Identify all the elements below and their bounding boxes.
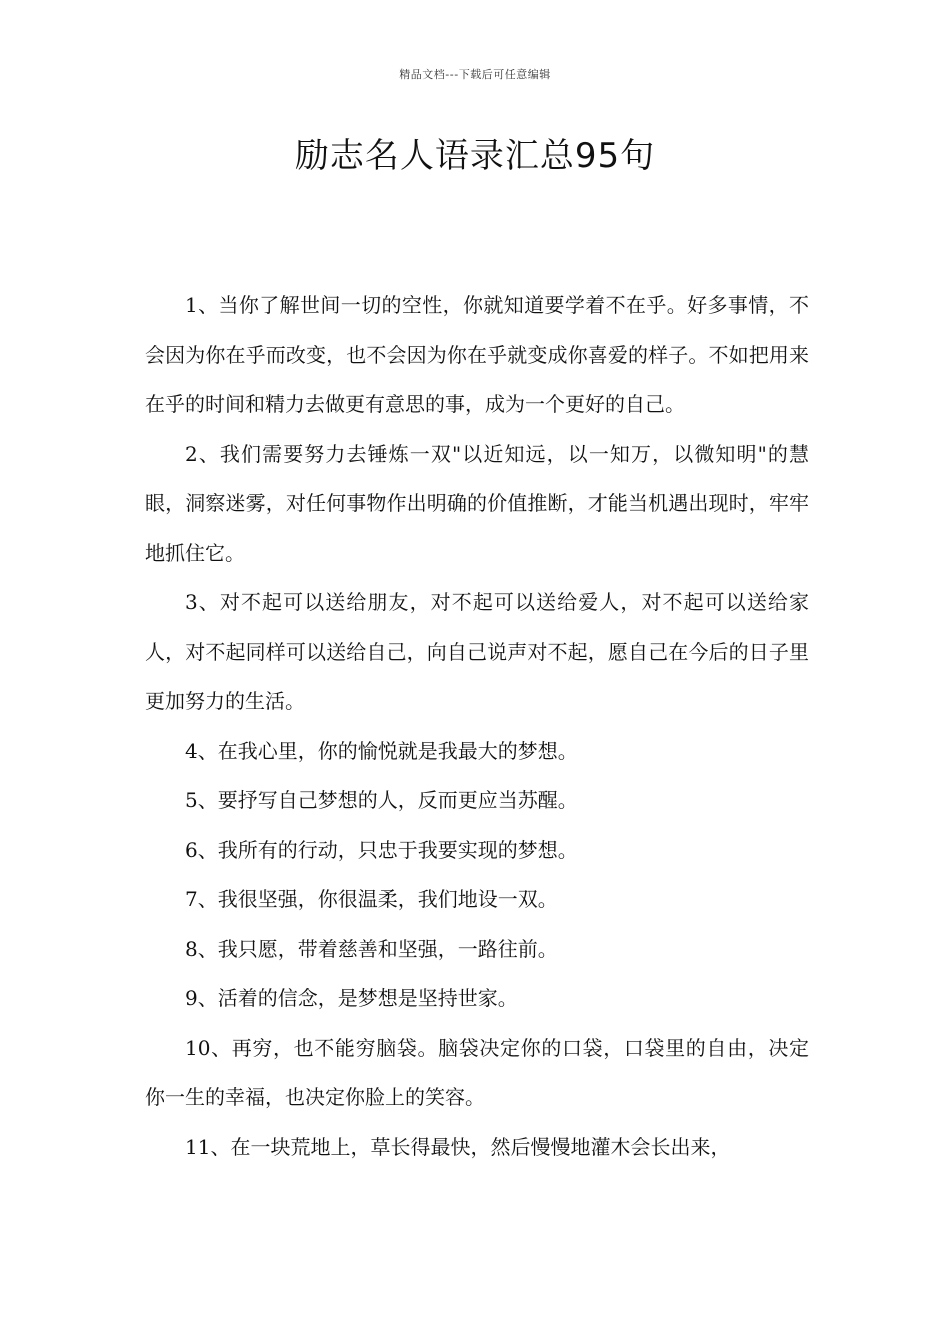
page-title: 励志名人语录汇总95句 [294,136,656,176]
paragraph-1: 1、当你了解世间一切的空性，你就知道要学着不在乎。好多事情，不会因为你在乎而改变，也不会因为你在乎就变成你喜爱的样子。不如把用来在乎的时间和精力去做更有意思的事，成为一个更好的自己。 [145,293,809,416]
paragraph-2: 2、我们需要努力去锤炼一双"以近知远，以一知万，以微知明"的慧眼，洞察迷雾，对任何事物作出明确的价值推断，才能当机遇出现时，牢牢地抓住它。 [145,441,809,565]
paragraph-5: 5、要抒写自己梦想的人，反而更应当苏醒。 [185,788,578,812]
paragraph-3: 3、对不起可以送给朋友，对不起可以送给爱人，对不起可以送给家人，对不起同样可以送给自己，向自己说声对不起，愿自己在今后的日子里更加努力的生活。 [145,590,809,713]
paragraph-9: 9、活着的信念，是梦想是坚持世家。 [185,986,518,1010]
paragraph-6: 6、我所有的行动，只忠于我要实现的梦想。 [185,837,578,862]
paragraph-11: 11、在一块荒地上，草长得最快，然后慢慢地灌木会长出来， [185,1134,731,1159]
paragraph-10: 10、再穷，也不能穷脑袋。脑袋决定你的口袋，口袋里的自由，决定你一生的幸福，也决定你脸上的笑容。 [145,1035,809,1109]
document-body [145,281,809,1172]
paragraph-7: 7、我很坚强，你很温柔，我们地设一双。 [185,887,558,911]
header-note: 精品文档---下载后可任意编辑 [399,68,551,81]
paragraph-8: 8、我只愿，带着慈善和坚强，一路往前。 [185,936,558,961]
paragraph-4: 4、在我心里，你的愉悦就是我最大的梦想。 [185,738,578,763]
